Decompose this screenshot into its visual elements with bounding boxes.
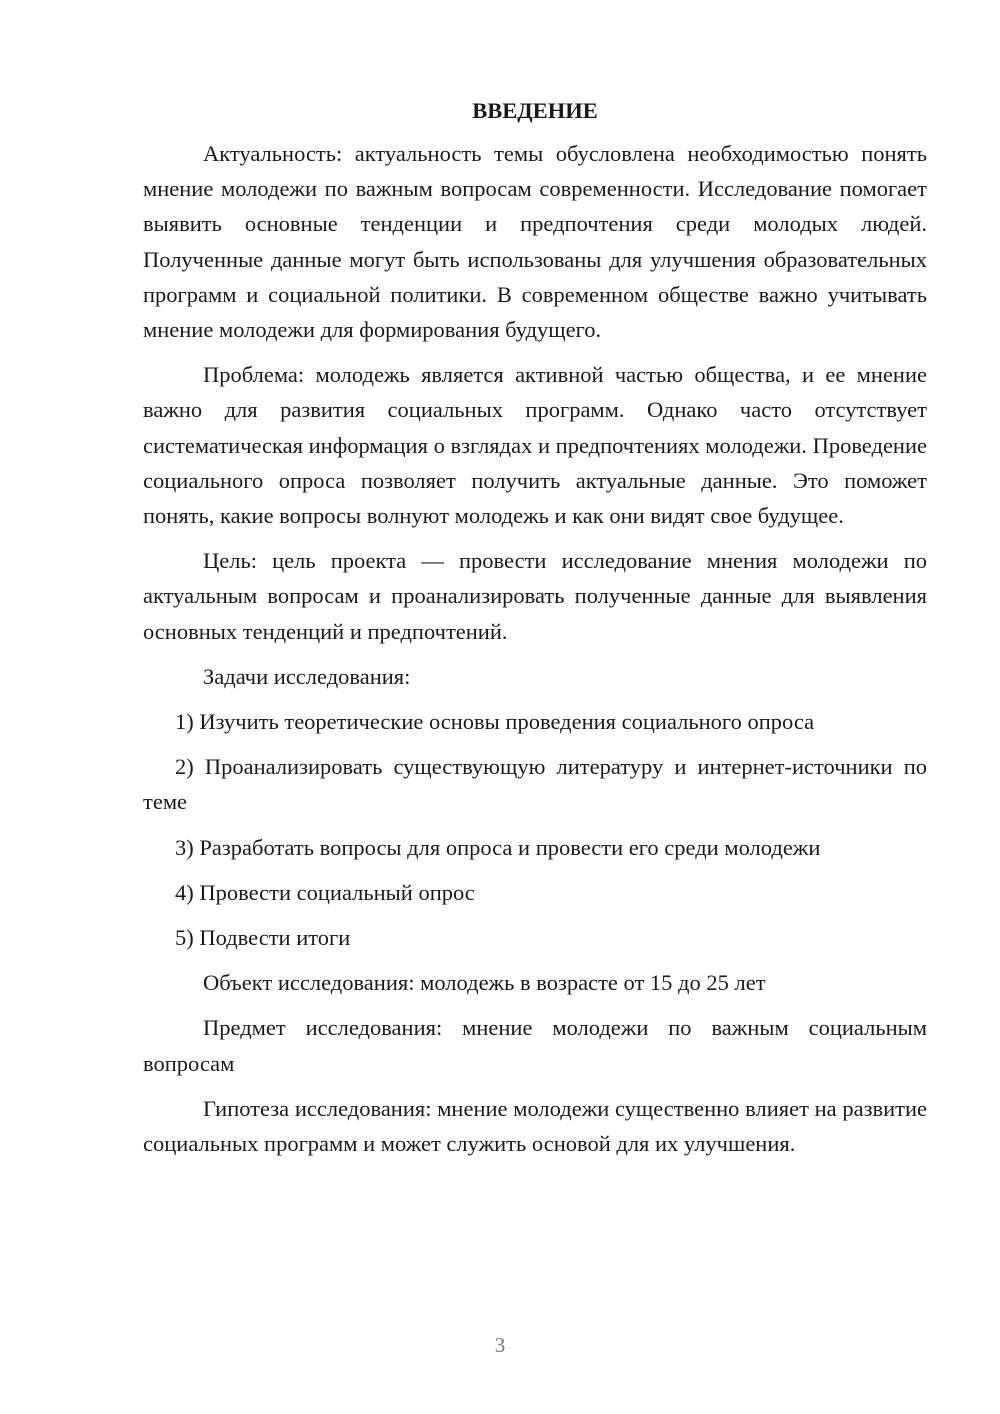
task-item: 5) Подвести итоги (175, 925, 351, 951)
subject-paragraph: Предмет исследования: мнение молодежи по важным социальным вопросам (143, 1015, 927, 1076)
relevance-paragraph: Актуальность: актуальность темы обусловлена необходимостью понять мнение молодежи по важным вопросам современности. Исследование помогает выявить основные тенденции и предпочтения среди молодых людей. Полученные данные могут быть использованы для улучшения образовательных программ и социальной политики. В современном обществе важно учитывать мнение молодежи для формирования будущего. (143, 141, 927, 343)
goal-paragraph: Цель: цель проекта — провести исследование мнения молодежи по актуальным вопросам и проанализировать полученные данные для выявления основных тенденций и предпочтений. (143, 548, 927, 644)
page-content (143, 94, 927, 1171)
hypothesis-paragraph: Гипотеза исследования: мнение молодежи существенно влияет на развитие социальных программ и может служить основой для их улучшения. (143, 1095, 927, 1157)
tasks-heading: Задачи исследования: (203, 663, 411, 689)
task-item: 4) Провести социальный опрос (175, 879, 475, 905)
task-item: 3) Разработать вопросы для опроса и провести его среди молодежи (175, 834, 821, 860)
page-number: 3 (494, 1333, 506, 1357)
section-title: ВВЕДЕНИЕ (472, 98, 598, 123)
problem-paragraph: Проблема: молодежь является активной частью общества, и ее мнение важно для развития социальных программ. Однако часто отсутствует систематическая информация о взглядах и предпочтениях молодежи. Проведение социального опроса позволяет получить актуальные данные. Это поможет понять, какие вопросы волнуют молодежь и как они видят свое будущее. (143, 362, 927, 529)
object-paragraph: Объект исследования: молодежь в возрасте от 15 до 25 лет (203, 970, 766, 996)
task-item: 2) Проанализировать существующую литературу и интернет-источники по теме (143, 754, 927, 815)
task-item: 1) Изучить теоретические основы проведения социального опроса (175, 709, 815, 735)
